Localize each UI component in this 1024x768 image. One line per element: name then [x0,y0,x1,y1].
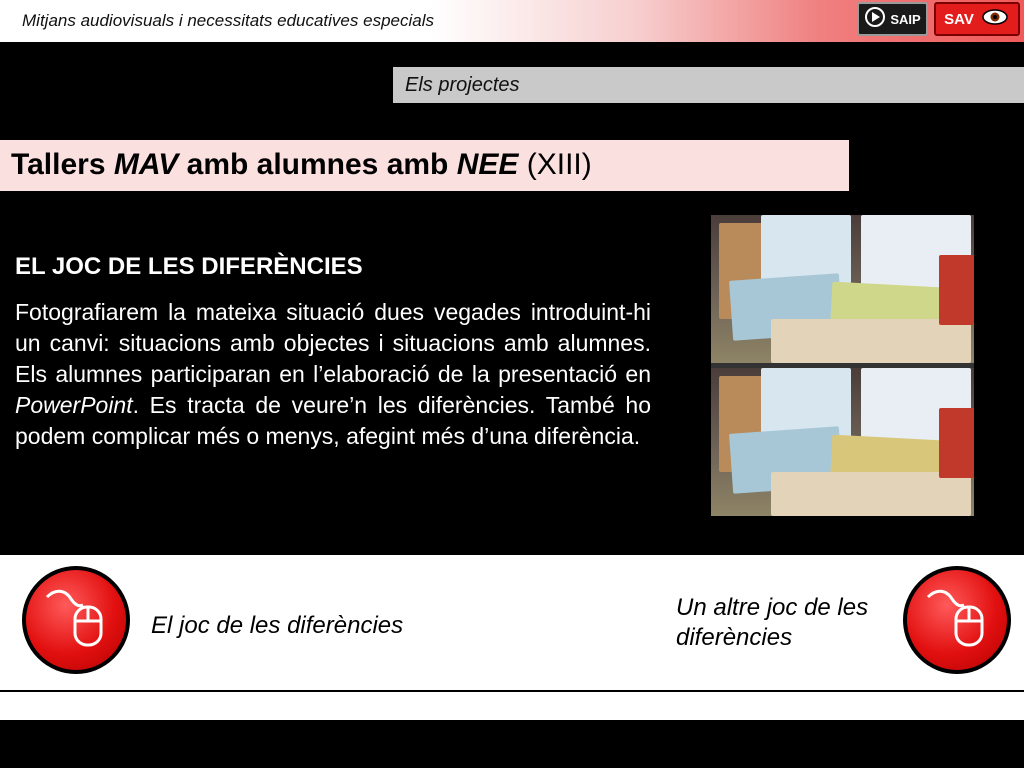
saip-label: SAIP [890,11,921,27]
play-circle-icon [864,6,886,33]
photo-bottom [711,368,974,516]
saip-button[interactable] [857,2,928,36]
section-bar [393,67,1024,103]
mouse-icon [922,583,992,658]
mouse-icon [41,583,111,658]
mouse-link-button-right[interactable] [903,566,1011,674]
slide-subtitle: EL JOC DE LES DIFERÈNCIES [15,253,363,280]
title-part3: (XIII) [518,148,592,181]
title-mav: MAV [113,148,179,181]
title-bar [0,140,849,191]
body-italic: PowerPoint [15,392,133,418]
books-photo [711,215,974,516]
link-el-joc-de-les-diferencies[interactable]: El joc de les diferències [151,612,404,639]
eye-icon [980,6,1010,33]
title-part2: amb alumnes amb [178,148,457,181]
body-part2: . Es tracta de veure’n les diferències. També ho podem complicar més o menys, afegint més d’una diferència. [15,392,651,449]
link-un-altre-joc[interactable]: Un altre joc de les diferències [676,594,869,651]
title-part1: Tallers [11,148,114,181]
header-title: Mitjans audiovisuals i necessitats educatives especials [22,11,434,30]
photo-top [711,215,974,363]
book [939,408,974,478]
book [771,319,971,363]
slide-body [15,297,651,452]
sav-label: SAV [944,10,974,28]
book [771,472,971,516]
slide-title [11,148,592,182]
footer-strip [0,692,1024,720]
book [939,255,974,325]
mouse-link-button-left[interactable] [22,566,130,674]
sav-button[interactable] [934,2,1020,36]
header-bar [0,0,1024,42]
body-part1: Fotografiarem la mateixa situació dues vegades introduint-hi un canvi: situacions amb objectes i situacions amb alumnes. Els alumnes participaran en l’elaboració de la presentació en [15,299,651,387]
section-label: Els projectes [405,74,520,96]
title-nee: NEE [456,148,519,181]
